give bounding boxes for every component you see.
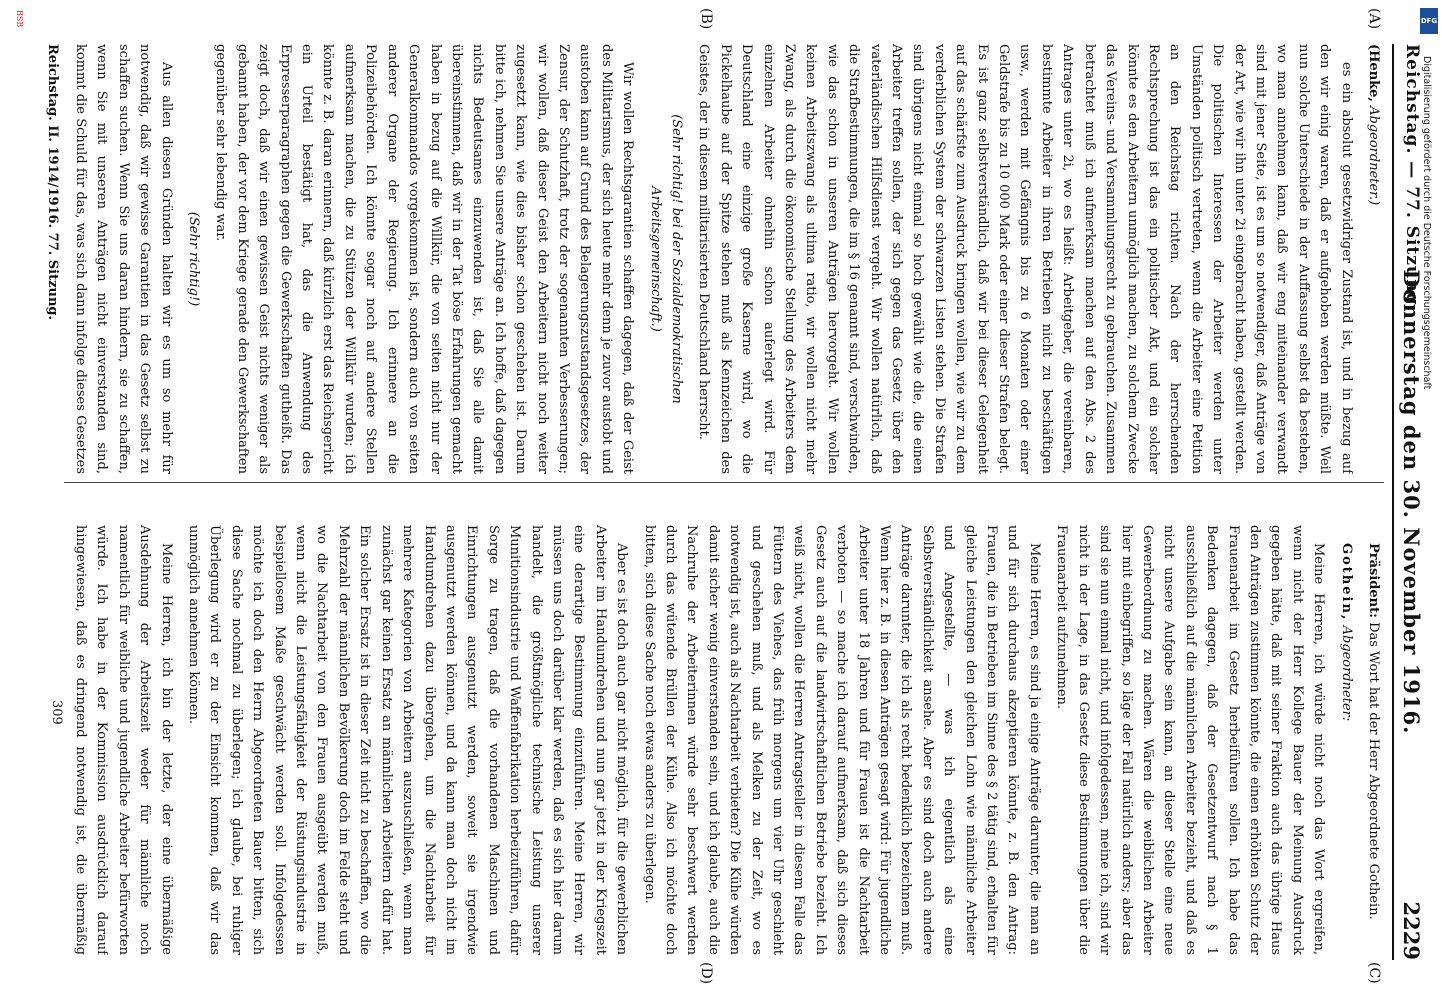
dfg-logo: DFG (1420, 8, 1438, 34)
margin-mark-a: (A) (1366, 8, 1382, 30)
speaker-role: Abgeordneter.) (1366, 106, 1381, 206)
funding-note (1418, 20, 1432, 980)
header-left: Reichstag. — 77. Sitzung. (1402, 44, 1422, 313)
funding-note-text: Digitalisierung gefördert durch die Deutsche Forschungsgemeinschaft (1421, 56, 1432, 390)
right-column (69, 525, 1384, 955)
paragraph: es ein absolut gesetzwidriger Zustand ist, und in bezug auf den wir einig waren, daß er aufgehoben werden müßte. Weil nun solche Unterschiede in der Auffassung selbst da bestehen, wo man annehmen kann, daß wir eng miteinander verwandt sind mit jener Seite, ist es um so notwendiger, daß Anträge von der Art, wie wir ihn unter 2i eingebracht haben, gestellt werden. Die politischen Interessen der Arbeiter werden unter Umständen politisch vertreten, wenn die Arbeiter eine Petition an den Reichstag richten. Nach der herrschenden Rechtsprechung ist das ein politischer Akt, und ein solcher könnte es den Arbeitern unmöglich machen, zu solchem Zwecke das Vereins- und Versammlungsrecht zu gebrauchen. Zusammen betrachtet muß ich aufmerksam machen auf den Abs. 2 des Antrages unter 2i, wo es heißt: Arbeitgeber, die vereinbaren, bestimmte Arbeiter in ihren Betrieben nicht zu beschäftigen usw., werden mit Gefängnis bis zu 6 Monaten oder einer Geldstrafe bis zu 10 000 Mark oder einer dieser Strafen belegt. Es ist ganz selbstverständlich, daß wir bei dieser Gelegenheit auf das schärfste zum Ausdruck bringen wollen, wie wir zu dem verderblichen System der schwarzen Listen stehen. Die Strafen sind übrigens nicht einmal so hoch gewählt wie die, die einen Arbeiter treffen sollen, der sich gegen das Gesetz über den vaterländischen Hilfsdienst vergeht. Wir wollen natürlich, daß die Strafbestimmungen, die im § 16 genannt sind, verschwinden, wie das schon in unseren Anträgen hervorgeht. Wir wollen keinen Arbeitszwang als ultima ratio, wir wollen nicht mehr Zwang, als durch die ökonomische Stellung des Arbeiters dem einzelnen Arbeiter ohnehin schon auferlegt wird. Für Deutschland eine einzige große Kaserne wird, wo die Pickelhaube auf der Spitze stehen muß als Kennzeichen des Geistes, der in diesem militarisierten Deutschland herrscht. (696, 44, 1354, 474)
footer-page-code: 309 (49, 700, 64, 725)
speaker-name: (Henke, (1366, 44, 1381, 102)
speaker-role: Abgeordneter: (1338, 625, 1354, 722)
interjection: (Sehr richtig!) (186, 211, 202, 307)
speaker-name: Gothein, (1338, 543, 1354, 622)
header-date: Donnerstag den 30. November 1916. (1399, 269, 1424, 735)
paragraph: Meine Herren, ich bin der letzte, der eine übermäßige Ausdehnung der Arbeitszeit weder für männliche noch namentlich für weibliche und jugendliche Arbeiter befürworten würde. Ich habe in der Kommission ausdrücklich darauf hingewiesen, daß es dringend notwendig ist, die übermäßig (73, 525, 174, 955)
footer-citation: Reichstag. II. 1914/1916. 77. Sitzung. (45, 44, 60, 321)
paragraph: Wir wollen Rechtsgarantien schaffen dagegen, daß der Geist des Militarismus, der sich heute mehr denn je zuvor austobt und austoben kann auf Grund des Belagerungszustandsgesetzes, der Zensur, der Schutzhaft, trotz der sogenannten Verbesserungen; wir wollen, daß dieser Geist den Arbeitern nicht noch weiter zugesetzt kann, wie dies bisher schon geschehen ist. Darum bitte ich, nehmen Sie unsere Anträge an. Ich hoffe, daß dagegen nichts Bedeutsames einzuwenden ist, daß Sie alle damit übereinstimmen, daß wir in der Tat böse Erfahrungen gemacht haben in bezug auf die Willkür, die von seiten nicht nur der Generalkommandos vorgekommen ist, sondern auch von seiten anderer Organe der Regierung. Ich erinnere an die Polizeibehörden. Ich könnte sogar noch auf andere Stellen aufmerksam machen, die zu Stützen der Willkür wurden; ich könnte z. B. daran erinnern, daß kürzlich erst das Reichsgericht ein Urteil bestätigt hat, das die Anwendung des Erpresserparagraphen gegen die Gewerkschaften gutheißt. Das zeigt doch, daß wir einen gewissen Geist nichts weniger als gebannt haben, der vor dem Kriege gerade den Gewerkschaften gegenüber sehr lebendig war. (213, 44, 636, 474)
president-label: Präsident: (1366, 543, 1381, 618)
paragraph: Aus allen diesen Gründen halten wir es um so mehr für notwendig, daß wir gewisse Garantien in das Gesetz selbst zu schaffen suchen. Wenn Sie uns daran hindern, sie zu schaffen, wenn Sie mit unseren Anträgen nicht einverstanden sind, kommt die Schuld für das, was sich dann infolge dieses Gesetzes (73, 44, 174, 474)
interjection: (Sehr richtig! bei der Sozialdemokratischen Arbeitsgemeinschaft.) (647, 114, 684, 404)
column-divider (64, 482, 1384, 483)
left-column (69, 44, 1384, 474)
library-stamp: BSB (15, 10, 24, 28)
paragraph: Meine Herren, ich würde nicht noch das Wort ergreifen, wenn nicht der Herr Kollege Bauer der Meinung Ausdruck gegeben hätte, daß mit seiner Fraktion auch das übrige Haus den Anträgen zustimmen könnte, die einen erhöhten Schutz der Frauenarbeit im Gesetz herbeiführen sollen. Ich habe das Bedenken dagegen, daß der Gesetzentwurf nach § 1 ausschließlich auf die männlichen Arbeiter bezieht, und daß es nicht unsere Aufgabe sein kann, an dieser Stelle eine neue Gewerbeordnung zu machen. Wären die weiblichen Arbeiter hier mit einbegriffen, so läge der Fall natürlich anders; aber das sind sie nun einmal nicht, und infolgedessen, meine ich, sind wir nicht in der Lage, in das Gesetz diese Bestimmungen über die Frauenarbeit aufzunehmen. (1054, 525, 1327, 955)
margin-mark-b: (B) (698, 8, 714, 30)
president-text: Das Wort hat der Herr Abgeordnete Gothein. (1366, 622, 1381, 920)
paragraph: Aber es ist doch auch gar nicht möglich, für die gewerblichen Arbeiter im Handumdrehen und nun gar jetzt in der Kriegszeit eine derartige Bestimmung einzuführen. Meine Herren, wir müssen uns doch darüber klar werden, daß es sich hier darum handelt, die größtmögliche technische Leistung unserer Munitionsindustrie und Waffenfabrikation herbeizuführen, dafür Sorge zu tragen, daß die vorhandenen Maschinen und Einrichtungen ausgenutzt werden, soweit sie irgendwie ausgenutzt werden können, und da kann man doch nicht im Handumdrehen dazu übergehen, um die Nachtarbeit für mehrere Kategorien von Arbeitern auszuschließen, wenn man zunächst gar keinen Ersatz an männlichen Arbeitern dafür hat. Ein solcher Ersatz ist in dieser Zeit nicht zu beschaffen, wo die Mehrzahl der männlichen Bevölkerung doch im Felde steht und wo die Nachtarbeit von den Frauen ausgeübt werden muß, wenn nicht die Leistungsfähigkeit der Rüstungsindustrie in beispiellosem Maße geschwächt werden soll. Infolgedessen möchte ich doch den Herrn Abgeordneten Bauer bitten, sich diese Sache nochmal zu überlegen; ich glaube, bei ruhiger Überlegung wird er zu der Einsicht kommen, daß wir das unmöglich annehmen können. (186, 525, 630, 955)
margin-mark-c: (C) (1366, 962, 1382, 984)
page-number: 2229 (1399, 901, 1424, 960)
paragraph: Meine Herren, es sind ja einige Anträge darunter, die man an und für sich durchaus akzeptieren könnte, z. B. den Antrag: Frauen, die in Betrieben im Sinne des § 2 tätig sind, erhalten für gleiche Leistungen den gleichen Lohn wie männliche Arbeiter und Angestellte, — was ich eigentlich als eine Selbstverständlichkeit ansehe. Aber es sind doch auch andere Anträge darunter, die ich als recht bedenklich bezeichnen muß. Wenn hier z. B. in diesen Anträgen gesagt wird: Für jugendliche Arbeiter unter 18 Jahren und für Frauen ist die Nachtarbeit verboten — so mache ich darauf aufmerksam, daß sich dieses Gesetz auch auf die landwirtschaftlichen Betriebe bezieht. Ich weiß nicht, wollen die Herren Antragsteller in diesem Falle das Füttern des Viehes, das früh morgens um vier Uhr geschieht und geschehen muß, und als Melken zu der Zeit, wo es notwendig ist, auch als Nachtarbeit verbieten? Die Kühe würden damit sicher wenig einverstanden sein, und ich glaube, auch die Nachruhe der Arbeiterinnen würde sehr beschwert werden durch das wütende Brüllen der Kühe. Also ich möchte doch bitten, sich diese Sache noch etwas anders zu überlegen. (641, 525, 1042, 955)
margin-mark-d: (D) (698, 962, 714, 985)
